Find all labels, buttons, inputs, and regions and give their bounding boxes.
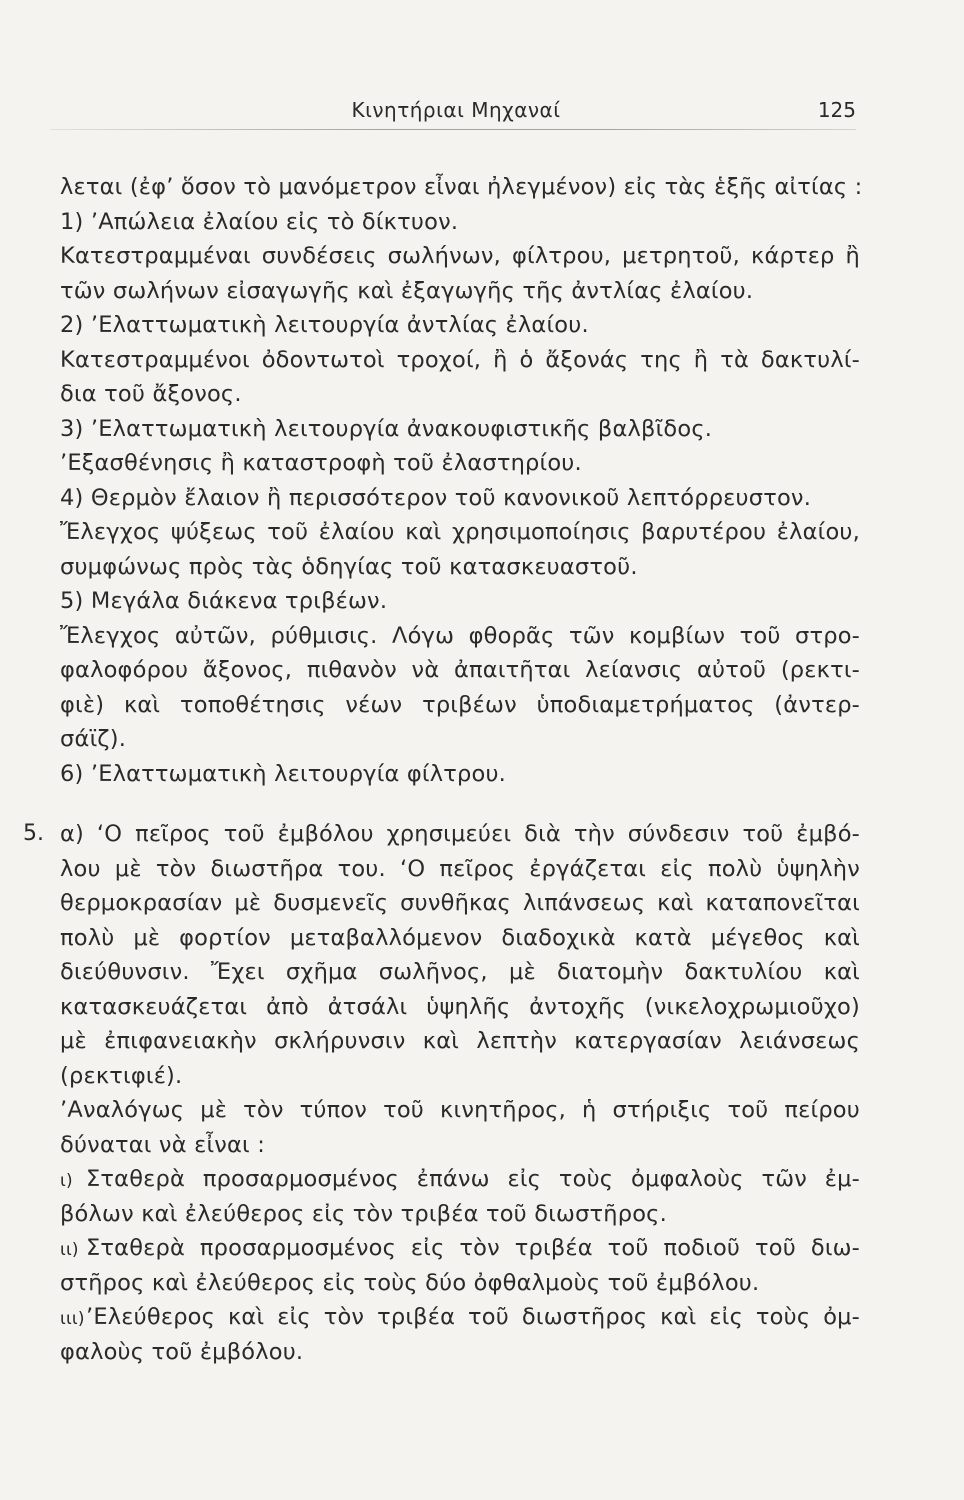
text-line: 2) ’Ελαττωματικὴ λειτουργία ἀντλίας ἐλαίου. (60, 312, 589, 338)
text-line: (ρεκτιφιέ). (60, 1062, 183, 1089)
text-line: διεύθυνσιν. Ἔχει σχῆμα σωλῆνος, μὲ διατομὴν δακτυλίου καὶ (60, 959, 860, 985)
paragraph-gap (60, 791, 860, 817)
text-line: πολὺ μὲ φορτίον μεταβαλλόμενον διαδοχικὰ κατὰ μέγεθος καὶ (60, 924, 860, 951)
text-line: δύναται νὰ εἶναι : (60, 1131, 266, 1158)
body-text (60, 170, 863, 1369)
list-item-line (60, 1300, 860, 1335)
text-line: κατασκευάζεται ἀπὸ ἀτσάλι ὑψηλῆς ἀντοχῆς (νικελοχρωμιοῦχο) (60, 993, 860, 1020)
page-header (56, 96, 856, 128)
section-marker: 5. (23, 821, 44, 846)
text-line: δια τοῦ ἄξονος. (60, 381, 242, 407)
text-line: 3) ’Ελαττωματικὴ λειτουργία ἀνακουφιστικῆς βαλβῖδος. (60, 415, 713, 442)
text-line: Ἔλεγχος ψύξεως τοῦ ἐλαίου καὶ χρησιμοποίησις βαρυτέρου ἐλαίου, (60, 519, 860, 545)
text-line: 6) ’Ελαττωματικὴ λειτουργία φίλτρου. (60, 760, 507, 787)
running-head: Κινητήριαι Μηχαναί (351, 98, 561, 122)
text-line: σάϊζ). (60, 726, 127, 752)
text-line: Κατεστραμμέναι συνδέσεις σωλήνων, φίλτρου, μετρητοῦ, κάρτερ ἢ (60, 243, 860, 269)
text-line: Κατεστραμμένοι ὀδοντωτοὶ τροχοί, ἢ ὁ ἄξονάς της ἢ τὰ δακτυλί- (60, 346, 860, 373)
text-line: φιὲ) καὶ τοποθέτησις νέων τριβέων ὑποδιαμετρήματος (ἀντερ- (60, 691, 860, 718)
list-item-line (60, 1231, 860, 1266)
page-number: 125 (817, 98, 856, 122)
text-line: φαλοφόρου ἄξονος, πιθανὸν νὰ ἀπαιτῆται λείανσις αὐτοῦ (ρεκτι- (60, 657, 860, 683)
header-rule (50, 129, 856, 130)
list-item-line: βόλων καὶ ἐλεύθερος εἰς τὸν τριβέα τοῦ διωστῆρος. (60, 1200, 667, 1227)
text-line: ’Αναλόγως μὲ τὸν τύπον τοῦ κινητῆρος, ἡ στήριξις τοῦ πείρου (60, 1097, 860, 1123)
list-item-number: ι) (60, 1171, 73, 1191)
list-item-number: ιιι) (60, 1309, 85, 1329)
text-line: Ἔλεγχος αὐτῶν, ρύθμισις. Λόγω φθορᾶς τῶν κομβίων τοῦ στρο- (60, 622, 860, 649)
text-line: μὲ ἐπιφανειακὴν σκλήρυνσιν καὶ λεπτὴν κατεργασίαν λειάνσεως (60, 1028, 860, 1054)
list-item-line: φαλοὺς τοῦ ἐμβόλου. (60, 1338, 304, 1365)
text-line: τῶν σωλήνων εἰσαγωγῆς καὶ ἐξαγωγῆς τῆς ἀντλίας ἐλαίου. (60, 277, 754, 304)
text-line: 4) Θερμὸν ἔλαιον ἢ περισσότερον τοῦ κανονικοῦ λεπτόρρευστον. (60, 484, 812, 511)
text-line: θερμοκρασίαν μὲ δυσμενεῖς συνθῆκας λιπάνσεως καὶ καταπονεῖται (60, 890, 860, 916)
text-line: συμφώνως πρὸς τὰς ὁδηγίας τοῦ κατασκευαστοῦ. (60, 553, 638, 580)
text-line: α) ‘Ο πεῖρος τοῦ ἐμβόλου χρησιμεύει διὰ τὴν σύνδεσιν τοῦ ἐμβό- (60, 821, 860, 847)
list-item-line (60, 1162, 860, 1197)
list-item-text: Σταθερὰ προσαρμοσμένος εἰς τὸν τριβέα τοῦ ποδιοῦ τοῦ διω- (86, 1235, 860, 1261)
text-line: ’Εξασθένησις ἢ καταστροφὴ τοῦ ἐλαστηρίου. (60, 450, 582, 476)
text-line: 1) ’Απώλεια ἐλαίου εἰς τὸ δίκτυον. (60, 208, 459, 235)
list-item-text: ’Ελεύθερος καὶ εἰς τὸν τριβέα τοῦ διωστῆρος καὶ εἰς τοὺς ὀμ- (86, 1304, 860, 1330)
text-line: 5) Μεγάλα διάκενα τριβέων. (60, 588, 388, 614)
list-item-text: Σταθερὰ προσαρμοσμένος ἐπάνω εἰς τοὺς ὀμφαλοὺς τῶν ἐμ- (86, 1166, 860, 1192)
list-item-line: στῆρος καὶ ἐλεύθερος εἰς τοὺς δύο ὀφθαλμοὺς τοῦ ἐμβόλου. (60, 1269, 760, 1296)
text-line: λεται (ἐφ’ ὅσον τὸ μανόμετρον εἶναι ἠλεγμένον) εἰς τὰς ἑξῆς αἰτίας : (60, 174, 863, 200)
list-item-number: ιι) (60, 1240, 79, 1260)
text-line: λου μὲ τὸν διωστῆρα του. ‘Ο πεῖρος ἐργάζεται εἰς πολὺ ὑψηλὴν (60, 855, 860, 882)
